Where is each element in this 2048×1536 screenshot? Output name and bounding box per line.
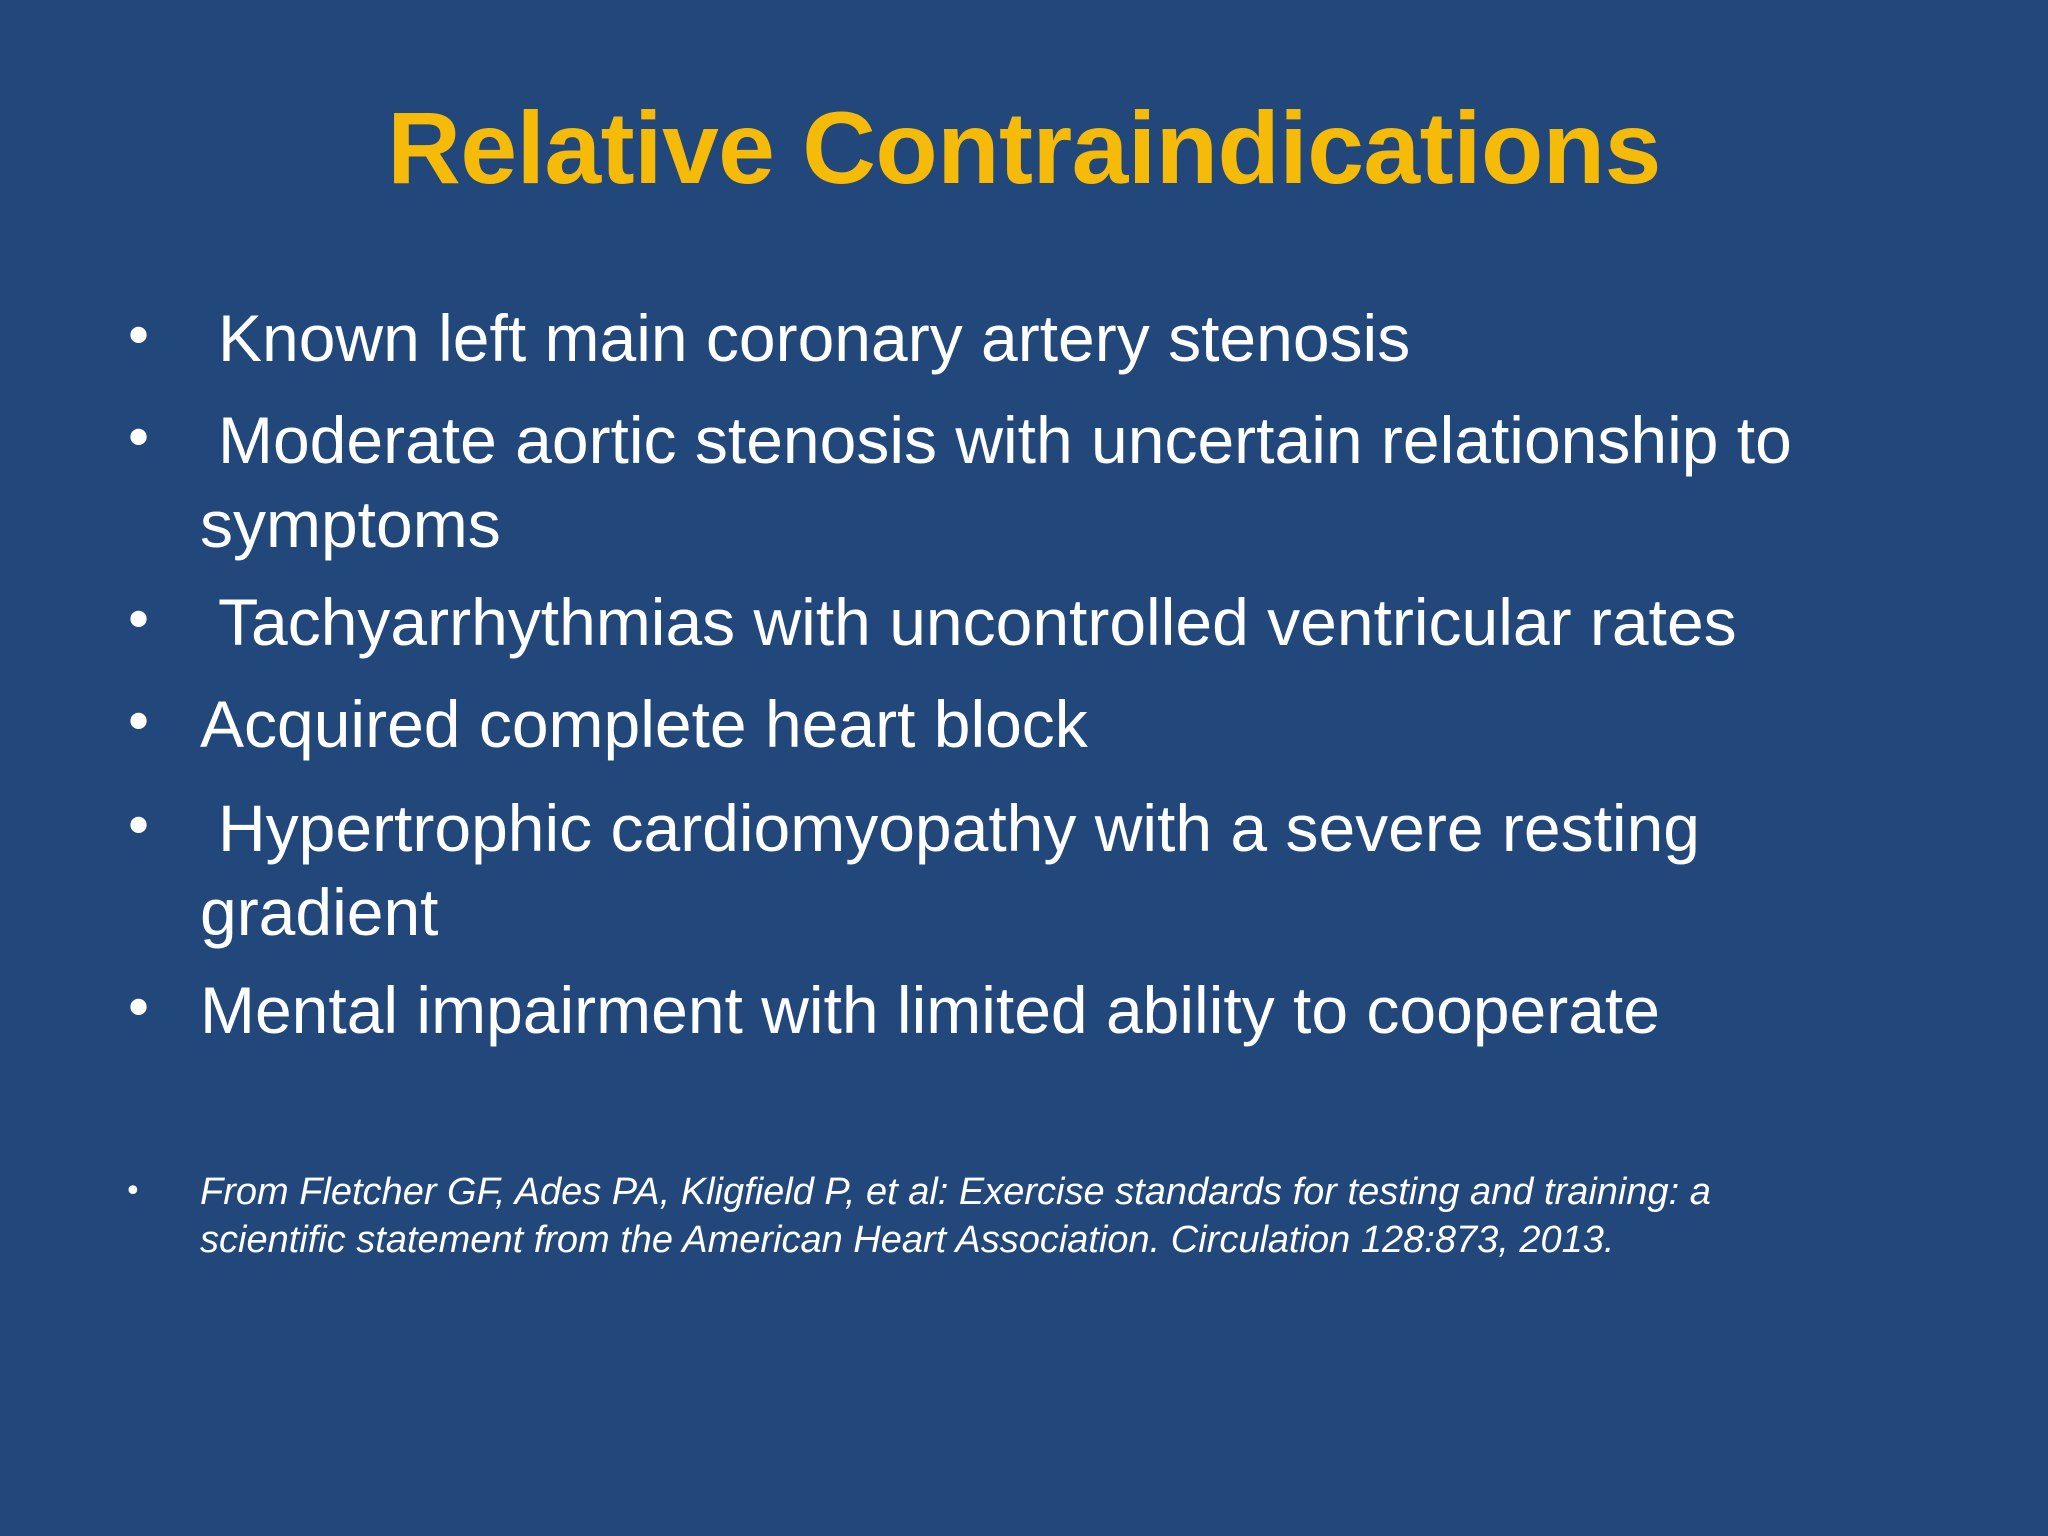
bullet-text: Acquired complete heart block [200, 687, 1088, 761]
bullet-text [200, 398, 1900, 566]
bullet-marker: • [122, 305, 156, 370]
bullet-marker: • [122, 407, 156, 472]
bullet-marker: • [122, 795, 156, 860]
bullet-marker: • [124, 1174, 142, 1209]
bullet-marker: • [122, 977, 156, 1042]
bullet-marker: • [122, 691, 156, 756]
bullet-text-content: Moderate aortic stenosis with uncertain relationship to symptoms [200, 403, 1792, 561]
slide-title: Relative Contraindications [387, 91, 1661, 205]
bullet-text: Known left main coronary artery stenosis [218, 301, 1411, 375]
bullet-text [200, 786, 1900, 954]
bullet-text: Mental impairment with limited ability to cooperate [200, 973, 1660, 1047]
reference-citation: From Fletcher GF, Ades PA, Kligfield P, et al: Exercise standards for testing and training: a scientific statement from the American Heart Association. Circulation 128:873, 2013. [200, 1171, 1711, 1261]
bullet-marker: • [122, 589, 156, 654]
bullet-text: Tachyarrhythmias with uncontrolled ventricular rates [218, 585, 1737, 659]
bullet-text-content: Hypertrophic cardiomyopathy with a severe resting gradient [200, 791, 1701, 949]
